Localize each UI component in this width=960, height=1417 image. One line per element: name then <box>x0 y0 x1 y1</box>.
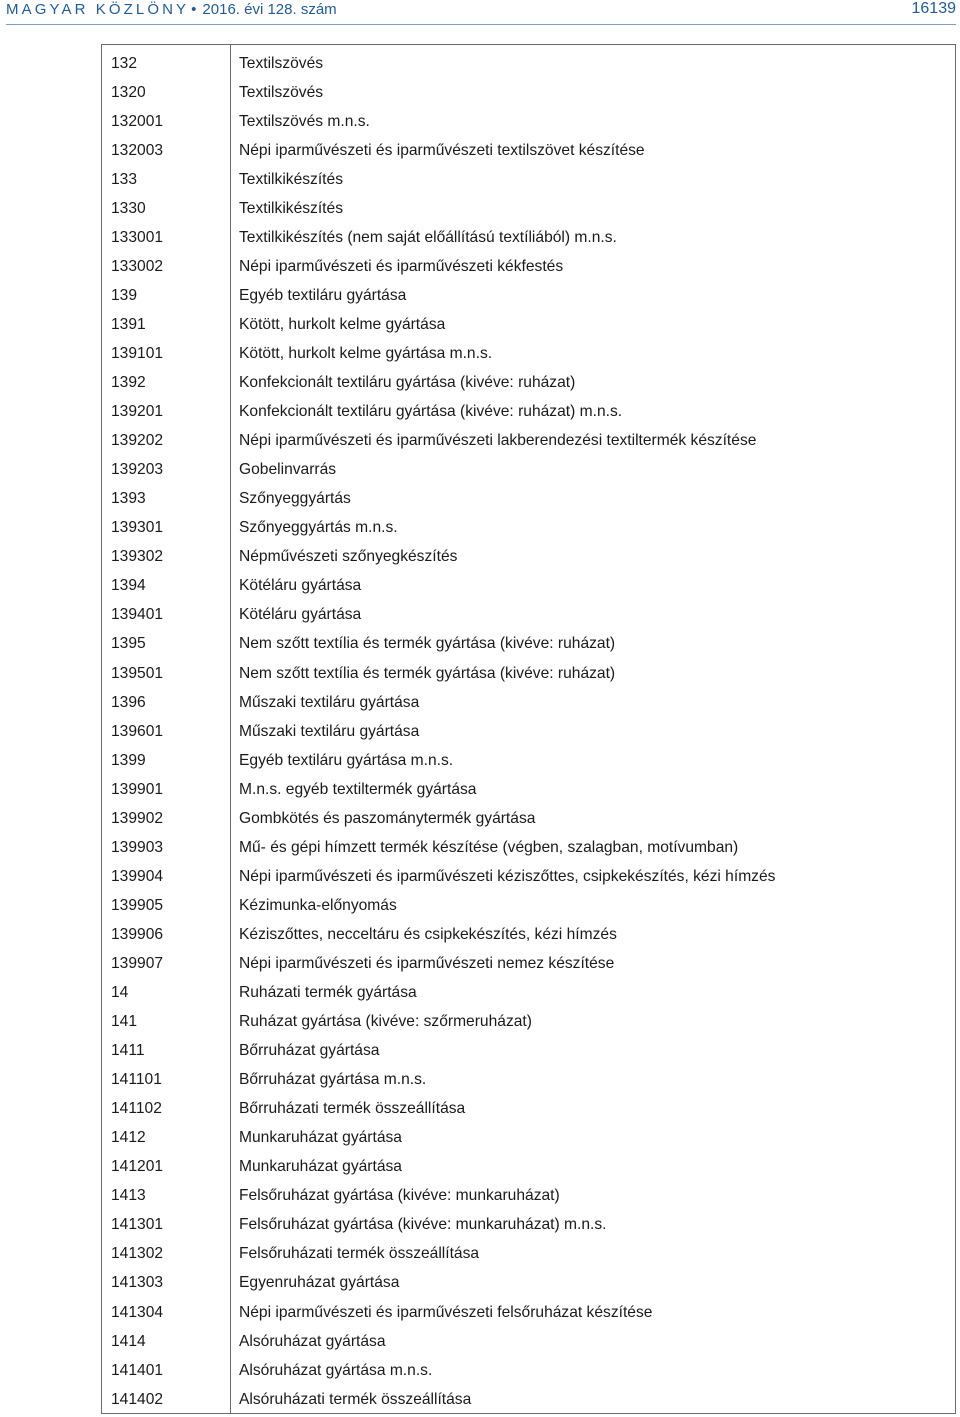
row-description: Alsóruházat gyártása <box>239 1332 386 1350</box>
row-description: Felsőruházat gyártása (kivéve: munkaruházat) <box>239 1187 560 1205</box>
row-description: Egyenruházat gyártása <box>239 1274 400 1292</box>
row-code: 139 <box>111 286 138 304</box>
row-code: 139904 <box>111 867 164 885</box>
row-description: Textilkikészítés (nem saját előállítású textíliából) m.n.s. <box>239 228 617 246</box>
row-description: Textilkikészítés <box>239 199 343 217</box>
table-row <box>102 717 955 746</box>
row-description: Népi iparművészeti és iparművészeti felsőruházat készítése <box>239 1303 653 1321</box>
table-row <box>102 543 955 572</box>
row-description: Konfekcionált textiláru gyártása (kivéve: ruházat) m.n.s. <box>239 403 623 421</box>
row-code: 139901 <box>111 780 164 798</box>
code-table <box>101 44 956 1414</box>
row-code: 1392 <box>111 374 146 392</box>
table-row <box>102 746 955 775</box>
row-description: Munkaruházat gyártása <box>239 1129 402 1147</box>
page-header <box>6 0 956 25</box>
row-description: Gobelinvarrás <box>239 461 337 479</box>
row-code: 139903 <box>111 838 164 856</box>
row-code: 1320 <box>111 83 146 101</box>
row-description: Alsóruházati termék összeállítása <box>239 1390 472 1408</box>
row-description: Nem szőtt textília és termék gyártása (kivéve: ruházat) <box>239 635 616 653</box>
row-code: 1330 <box>111 199 146 217</box>
row-description: Mű- és gépi hímzett termék készítése (végben, szalagban, motívumban) <box>239 838 739 856</box>
row-code: 133001 <box>111 228 164 246</box>
row-code: 1393 <box>111 490 146 508</box>
table-row <box>102 252 955 281</box>
row-code: 1396 <box>111 693 146 711</box>
row-code: 1414 <box>111 1332 146 1350</box>
table-row <box>102 775 955 804</box>
row-code: 141102 <box>111 1100 162 1118</box>
row-code: 139601 <box>111 722 164 740</box>
row-description: Bőrruházat gyártása m.n.s. <box>239 1071 427 1089</box>
table-row <box>102 1240 955 1269</box>
row-description: Kötéláru gyártása <box>239 606 362 624</box>
header-separator: • <box>191 1 197 18</box>
row-description: Népi iparművészeti és iparművészeti nemez készítése <box>239 954 615 972</box>
row-code: 141201 <box>111 1158 164 1176</box>
row-code: 139301 <box>111 519 164 537</box>
table-row <box>102 1066 955 1095</box>
row-code: 1399 <box>111 751 146 769</box>
row-code: 139902 <box>111 809 164 827</box>
row-code: 139202 <box>111 432 164 450</box>
table-row <box>102 630 955 659</box>
row-code: 1395 <box>111 635 146 653</box>
table-row <box>102 281 955 310</box>
row-code: 132001 <box>111 112 164 130</box>
row-description: Műszaki textiláru gyártása <box>239 693 420 711</box>
row-code: 1391 <box>111 315 146 333</box>
row-code: 139401 <box>111 606 164 624</box>
row-code: 139302 <box>111 548 164 566</box>
table-row <box>102 688 955 717</box>
row-code: 1413 <box>111 1187 146 1205</box>
row-code: 132 <box>111 54 138 72</box>
row-code: 1412 <box>111 1129 146 1147</box>
row-description: Textilszövés m.n.s. <box>239 112 370 130</box>
row-description: Szőnyeggyártás <box>239 490 351 508</box>
table-row <box>102 398 955 427</box>
row-code: 1394 <box>111 577 146 595</box>
row-description: Ruházat gyártása (kivéve: szőrmeruházat) <box>239 1013 532 1031</box>
row-description: Kéziszőttes, necceltáru és csipkekészítés, kézi hímzés <box>239 925 617 943</box>
table-row <box>102 1385 955 1414</box>
table-row <box>102 1298 955 1327</box>
row-code: 139501 <box>111 664 164 682</box>
row-description: Alsóruházat gyártása m.n.s. <box>239 1361 433 1379</box>
row-code: 141301 <box>111 1216 164 1234</box>
row-description: Munkaruházat gyártása <box>239 1158 402 1176</box>
row-description: Műszaki textiláru gyártása <box>239 722 420 740</box>
table-row <box>102 804 955 833</box>
row-code: 139101 <box>111 344 164 362</box>
row-description: Textilkikészítés <box>239 170 343 188</box>
row-description: Konfekcionált textiláru gyártása (kivéve: ruházat) <box>239 374 576 392</box>
table-row <box>102 485 955 514</box>
header-title <box>6 1 337 18</box>
row-description: Textilszövés <box>239 83 324 101</box>
table-row <box>102 862 955 891</box>
table-row <box>102 833 955 862</box>
table-row <box>102 659 955 688</box>
row-code: 133 <box>111 170 138 188</box>
row-code: 141101 <box>111 1071 162 1089</box>
table-row <box>102 165 955 194</box>
table-row <box>102 1095 955 1124</box>
row-code: 141302 <box>111 1245 164 1263</box>
table-row <box>102 136 955 165</box>
table-body <box>102 49 955 1414</box>
row-code: 132003 <box>111 141 164 159</box>
row-description: Egyéb textiláru gyártása <box>239 286 407 304</box>
row-code: 139906 <box>111 925 164 943</box>
row-description: Kézimunka-előnyomás <box>239 896 397 914</box>
row-description: Kötött, hurkolt kelme gyártása <box>239 315 446 333</box>
table-row <box>102 369 955 398</box>
row-description: Egyéb textiláru gyártása m.n.s. <box>239 751 454 769</box>
table-row <box>102 920 955 949</box>
table-row <box>102 223 955 252</box>
table-row <box>102 427 955 456</box>
table-row <box>102 1327 955 1356</box>
row-description: Kötéláru gyártása <box>239 577 362 595</box>
row-description: Gombkötés és paszománytermék gyártása <box>239 809 536 827</box>
journal-name: MAGYAR KÖZLÖNY <box>6 1 190 18</box>
table-row <box>102 1124 955 1153</box>
row-description: Népi iparművészeti és iparművészeti kéziszőttes, csipkekészítés, kézi hímzés <box>239 867 776 885</box>
row-description: Bőrruházati termék összeállítása <box>239 1100 466 1118</box>
row-code: 133002 <box>111 257 164 275</box>
table-row <box>102 194 955 223</box>
row-description: Népi iparművészeti és iparművészeti textilszövet készítése <box>239 141 645 159</box>
row-description: Népművészeti szőnyegkészítés <box>239 548 458 566</box>
table-row <box>102 1037 955 1066</box>
row-description: Felsőruházati termék összeállítása <box>239 1245 480 1263</box>
row-code: 139907 <box>111 954 164 972</box>
table-row <box>102 979 955 1008</box>
row-code: 139201 <box>111 403 164 421</box>
table-row <box>102 1182 955 1211</box>
table-row <box>102 1269 955 1298</box>
table-row <box>102 891 955 920</box>
row-description: Népi iparművészeti és iparművészeti lakberendezési textiltermék készítése <box>239 432 757 450</box>
table-row <box>102 310 955 339</box>
table-row <box>102 1008 955 1037</box>
row-code: 139905 <box>111 896 164 914</box>
page-number: 16139 <box>911 0 956 17</box>
table-row <box>102 339 955 368</box>
row-code: 141401 <box>111 1361 164 1379</box>
table-row <box>102 49 955 78</box>
table-row <box>102 456 955 485</box>
table-row <box>102 601 955 630</box>
row-description: Népi iparművészeti és iparművészeti kékfestés <box>239 257 564 275</box>
row-code: 1411 <box>111 1042 145 1060</box>
row-description: Szőnyeggyártás m.n.s. <box>239 519 398 537</box>
table-row <box>102 949 955 978</box>
table-row <box>102 514 955 543</box>
table-row <box>102 1356 955 1385</box>
row-code: 141 <box>111 1013 138 1031</box>
table-row <box>102 78 955 107</box>
row-description: Ruházati termék gyártása <box>239 984 417 1002</box>
row-code: 141304 <box>111 1303 164 1321</box>
row-code: 14 <box>111 984 129 1002</box>
table-row <box>102 1211 955 1240</box>
row-code: 139203 <box>111 461 164 479</box>
issue-label: 2016. évi 128. szám <box>202 1 337 18</box>
row-code: 141303 <box>111 1274 164 1292</box>
table-row <box>102 107 955 136</box>
table-row <box>102 572 955 601</box>
row-description: Textilszövés <box>239 54 324 72</box>
row-description: Nem szőtt textília és termék gyártása (kivéve: ruházat) <box>239 664 616 682</box>
row-code: 141402 <box>111 1390 164 1408</box>
table-row <box>102 1153 955 1182</box>
row-description: Bőrruházat gyártása <box>239 1042 380 1060</box>
row-description: Kötött, hurkolt kelme gyártása m.n.s. <box>239 344 493 362</box>
row-description: Felsőruházat gyártása (kivéve: munkaruházat) m.n.s. <box>239 1216 607 1234</box>
row-description: M.n.s. egyéb textiltermék gyártása <box>239 780 477 798</box>
